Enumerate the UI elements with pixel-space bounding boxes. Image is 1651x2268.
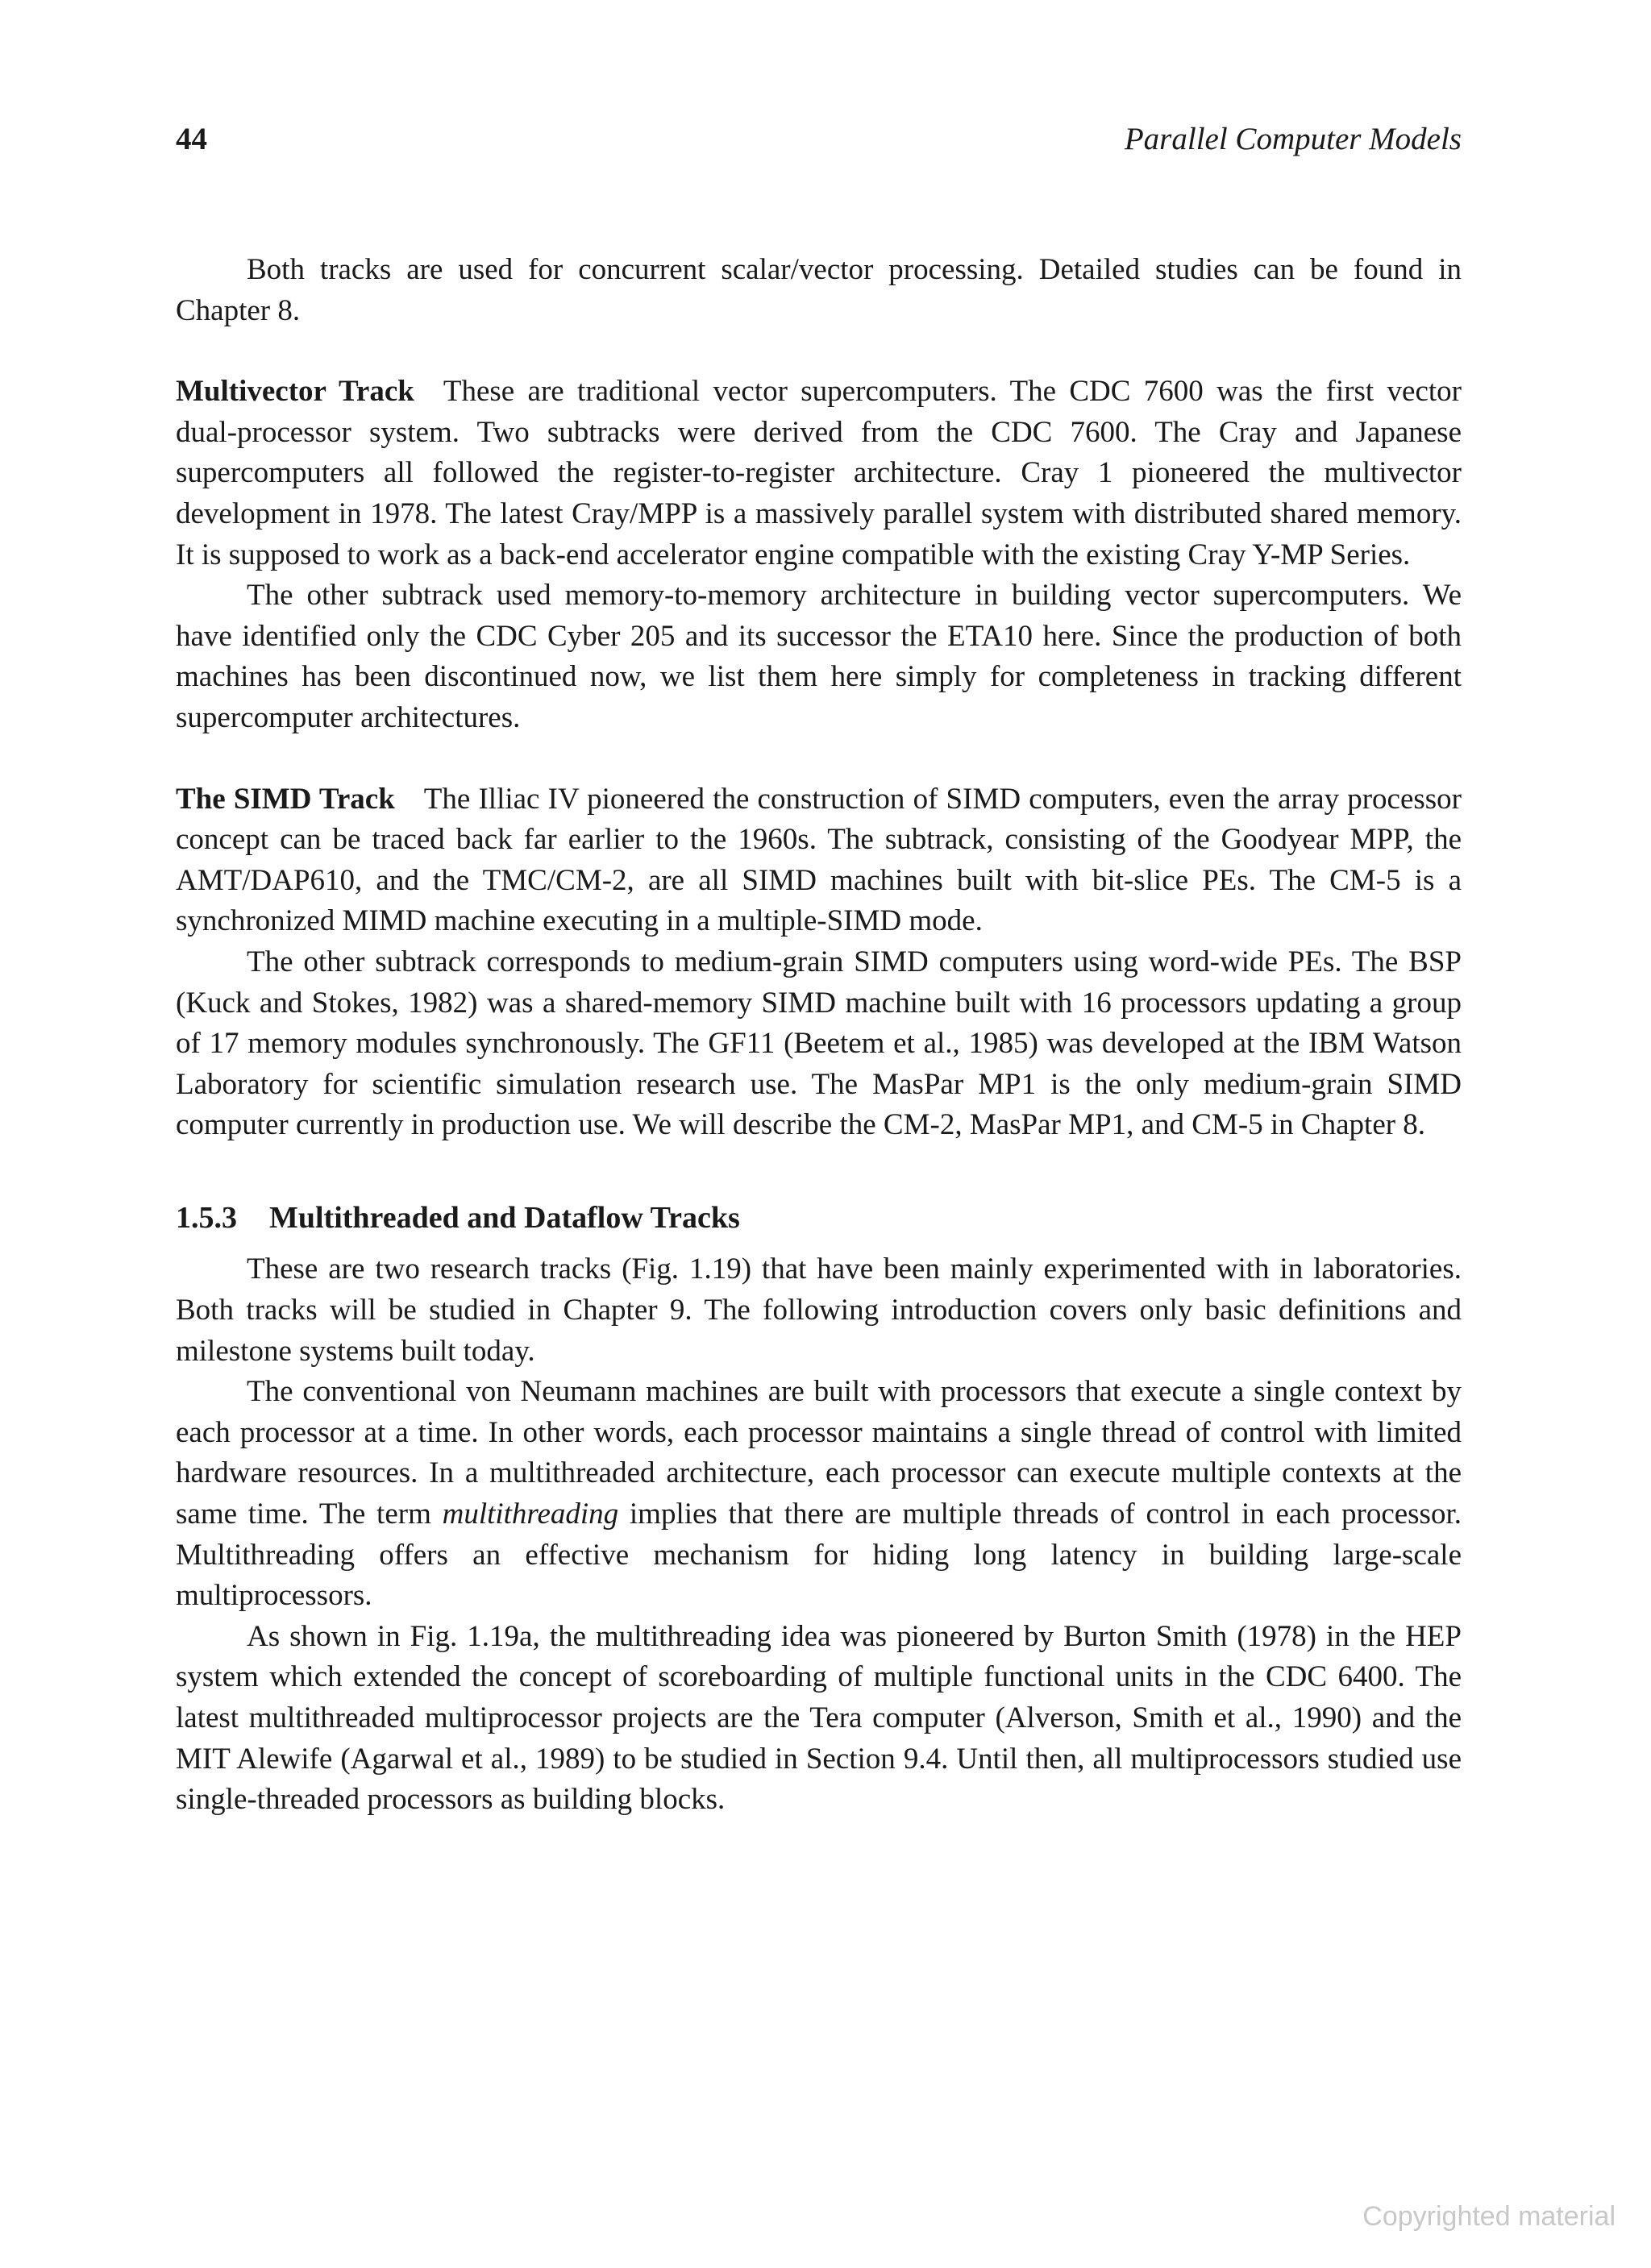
section-title: Multithreaded and Dataflow Tracks [269, 1200, 740, 1235]
multivector-paragraph-1 [176, 372, 1462, 575]
simd-paragraph-1 [176, 779, 1462, 942]
simd-text-1: The Illiac IV pioneered the construction of SIMD computers, even the array processor concept can be traced back far earlier to the 1960s. The subtrack, consisting of the Goodyear MPP, the AMT/DAP610, and the TMC/CM-2, are all SIMD machines built with bit-slice PEs. The CM-5 is a synchronized MIMD machine executing in a multiple-SIMD mode. [176, 782, 1462, 938]
section-number: 1.5.3 [176, 1200, 237, 1235]
book-page [176, 121, 1462, 1821]
multivector-paragraph-2: The other subtrack used memory-to-memory architecture in building vector supercomputers. We have identified only the CDC Cyber 205 and its successor the ETA10 here. Since the production of both machines has been discontinued now, we list them here simply for completeness in tracking different supercomputer architectures. [176, 579, 1462, 734]
simd-heading: The SIMD Track [176, 782, 395, 816]
page-header [176, 121, 1462, 169]
copyright-watermark: Copyrighted material [1362, 2201, 1616, 2232]
multivector-text-1: These are traditional vector supercomputers. The CDC 7600 was the first vector dual-processor system. Two subtracks were derived from the CDC 7600. The Cray and Japanese supercomputers all followed the register-to-register architecture. Cray 1 pioneered the multivector development in 1978. The latest Cray/MPP is a massively parallel system with distributed shared memory. It is supposed to work as a back-end accelerator engine compatible with the existing Cray Y-MP Series. [176, 375, 1462, 571]
page-number: 44 [176, 122, 207, 156]
multithreaded-paragraph-3: As shown in Fig. 1.19a, the multithreading idea was pioneered by Burton Smith (1978) in the HEP system which extended the concept of scoreboarding of multiple functional units in the CDC 6400. The latest multithreaded multiprocessor projects are the Tera computer (Alverson, Smith et al., 1990) and the MIT Alewife (Agarwal et al., 1989) to be studied in Section 9.4. Until then, all multiprocessors studied use single-threaded processors as building blocks. [176, 1619, 1462, 1817]
multivector-heading: Multivector Track [176, 375, 414, 409]
multithreaded-text-2b: implies that there are multiple threads of control in each processor. Multithreading offers an effective mechanism for hiding long latency in building large-scale multiprocessors. [176, 1497, 1462, 1613]
multithreading-term: multithreading [442, 1497, 619, 1531]
multithreaded-paragraph-1: These are two research tracks (Fig. 1.19) that have been mainly experimented with in laboratories. Both tracks will be studied in Chapter 9. The following introduction covers only basic definitions and milestone systems built today. [176, 1252, 1462, 1368]
running-head: Parallel Computer Models [1124, 122, 1462, 156]
body-text [176, 250, 1462, 1821]
multithreaded-paragraph-2 [176, 1372, 1462, 1617]
section-heading [176, 1198, 1462, 1239]
simd-paragraph-2: The other subtrack corresponds to medium-grain SIMD computers using word-wide PEs. The BSP (Kuck and Stokes, 1982) was a shared-memory SIMD machine built with 16 processors updating a group of 17 memory modules synchronously. The GF11 (Beetem et al., 1985) was developed at the IBM Watson Laboratory for scientific simulation research use. The MasPar MP1 is the only medium-grain SIMD computer currently in production use. We will describe the CM-2, MasPar MP1, and CM-5 in Chapter 8. [176, 945, 1462, 1142]
multithreaded-text-2a: The conventional von Neumann machines are built with processors that execute a single context by each processor at a time. In other words, each processor maintains a single thread of control with limited hardware resources. In a multithreaded architecture, each processor can execute multiple contexts at the same time. The term [176, 1375, 1462, 1531]
intro-paragraph: Both tracks are used for concurrent scalar/vector processing. Detailed studies can be found in Chapter 8. [176, 253, 1462, 327]
